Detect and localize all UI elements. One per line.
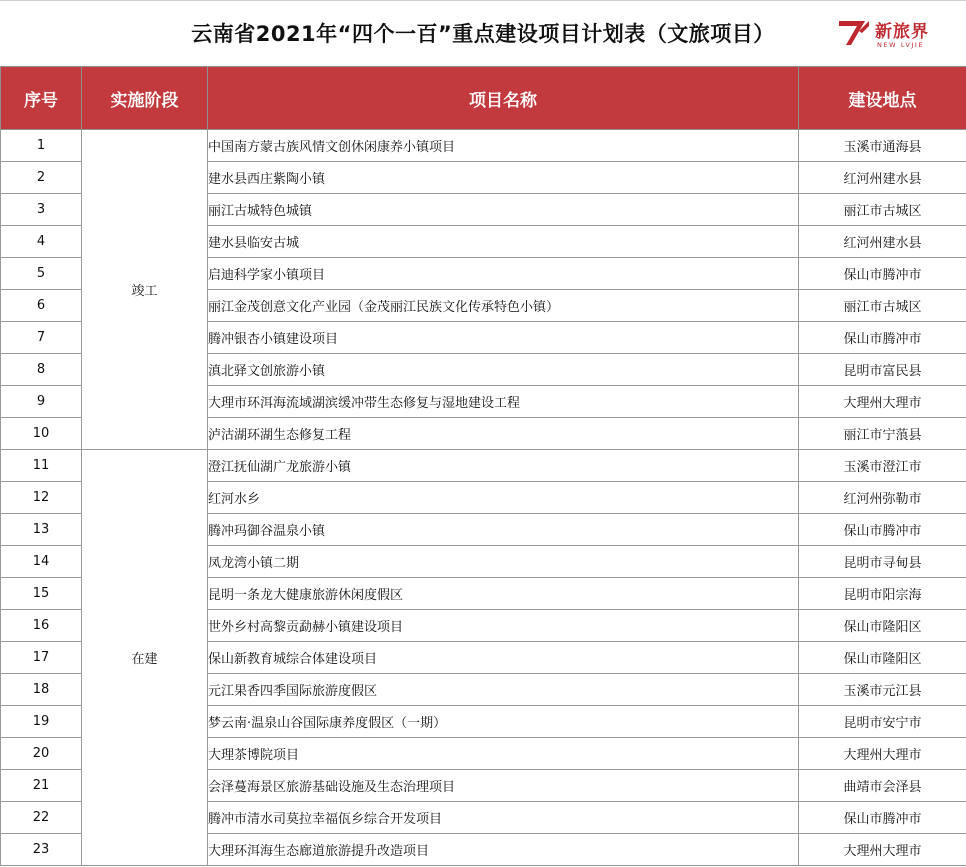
row-project-name: 滇北驿文创旅游小镇 [208, 354, 799, 386]
brand-name-cn: 新旅界 [875, 22, 929, 42]
row-project-name: 红河水乡 [208, 482, 799, 514]
row-project-name: 世外乡村高黎贡勐赫小镇建设项目 [208, 610, 799, 642]
row-seq: 19 [1, 706, 82, 738]
row-stage: 竣工 [82, 130, 208, 450]
row-seq: 7 [1, 322, 82, 354]
row-location: 大理州大理市 [799, 386, 966, 418]
row-location: 保山市腾冲市 [799, 258, 966, 290]
row-project-name: 建水县临安古城 [208, 226, 799, 258]
row-seq: 23 [1, 834, 82, 866]
table-body [1, 130, 966, 866]
row-seq: 8 [1, 354, 82, 386]
row-location: 玉溪市通海县 [799, 130, 966, 162]
row-seq: 10 [1, 418, 82, 450]
row-location: 保山市隆阳区 [799, 642, 966, 674]
page-title: 云南省2021年“四个一百”重点建设项目计划表（文旅项目） [191, 22, 775, 46]
row-project-name: 中国南方蒙古族风情文创休闲康养小镇项目 [208, 130, 799, 162]
row-seq: 6 [1, 290, 82, 322]
row-location: 丽江市古城区 [799, 290, 966, 322]
row-project-name: 腾冲市清水司莫拉幸福佤乡综合开发项目 [208, 802, 799, 834]
row-project-name: 丽江金茂创意文化产业园（金茂丽江民族文化传承特色小镇） [208, 290, 799, 322]
row-seq: 21 [1, 770, 82, 802]
table-row [1, 130, 966, 162]
row-project-name: 大理环洱海生态廊道旅游提升改造项目 [208, 834, 799, 866]
row-project-name: 保山新教育城综合体建设项目 [208, 642, 799, 674]
row-location: 昆明市安宁市 [799, 706, 966, 738]
row-location: 保山市腾冲市 [799, 322, 966, 354]
row-seq: 17 [1, 642, 82, 674]
row-location: 保山市腾冲市 [799, 802, 966, 834]
row-seq: 18 [1, 674, 82, 706]
row-seq: 1 [1, 130, 82, 162]
row-seq: 2 [1, 162, 82, 194]
brand-logo [837, 15, 957, 55]
row-seq: 20 [1, 738, 82, 770]
row-seq: 4 [1, 226, 82, 258]
row-seq: 14 [1, 546, 82, 578]
row-location: 昆明市富民县 [799, 354, 966, 386]
row-seq: 9 [1, 386, 82, 418]
project-table [0, 66, 966, 866]
row-seq: 13 [1, 514, 82, 546]
row-seq: 3 [1, 194, 82, 226]
row-project-name: 丽江古城特色城镇 [208, 194, 799, 226]
row-project-name: 会泽蔓海景区旅游基础设施及生态治理项目 [208, 770, 799, 802]
row-location: 玉溪市澄江市 [799, 450, 966, 482]
row-project-name: 昆明一条龙大健康旅游休闲度假区 [208, 578, 799, 610]
row-stage: 在建 [82, 450, 208, 866]
row-location: 丽江市古城区 [799, 194, 966, 226]
column-header-location: 建设地点 [799, 67, 966, 130]
column-header-project-name: 项目名称 [208, 67, 799, 130]
row-seq: 15 [1, 578, 82, 610]
row-project-name: 大理市环洱海流域湖滨缓冲带生态修复与湿地建设工程 [208, 386, 799, 418]
row-seq: 11 [1, 450, 82, 482]
table-header-row [1, 67, 966, 130]
row-seq: 22 [1, 802, 82, 834]
column-header-stage: 实施阶段 [82, 67, 208, 130]
row-location: 保山市隆阳区 [799, 610, 966, 642]
table-row [1, 450, 966, 482]
row-project-name: 启迪科学家小镇项目 [208, 258, 799, 290]
row-seq: 16 [1, 610, 82, 642]
row-location: 红河州建水县 [799, 226, 966, 258]
row-seq: 12 [1, 482, 82, 514]
row-location: 丽江市宁蒗县 [799, 418, 966, 450]
row-location: 昆明市寻甸县 [799, 546, 966, 578]
row-location: 保山市腾冲市 [799, 514, 966, 546]
row-location: 玉溪市元江县 [799, 674, 966, 706]
row-location: 大理州大理市 [799, 738, 966, 770]
title-bar [0, 0, 966, 66]
row-project-name: 大理茶博院项目 [208, 738, 799, 770]
row-location: 昆明市阳宗海 [799, 578, 966, 610]
row-location: 大理州大理市 [799, 834, 966, 866]
row-seq: 5 [1, 258, 82, 290]
row-project-name: 泸沽湖环湖生态修复工程 [208, 418, 799, 450]
row-project-name: 澄江抚仙湖广龙旅游小镇 [208, 450, 799, 482]
row-project-name: 腾冲玛御谷温泉小镇 [208, 514, 799, 546]
brand-name-en: NEW LVJIE [877, 41, 925, 49]
row-location: 红河州弥勒市 [799, 482, 966, 514]
row-location: 曲靖市会泽县 [799, 770, 966, 802]
row-project-name: 建水县西庄紫陶小镇 [208, 162, 799, 194]
row-project-name: 凤龙湾小镇二期 [208, 546, 799, 578]
brand-logo-icon [837, 17, 871, 47]
row-project-name: 梦云南·温泉山谷国际康养度假区（一期） [208, 706, 799, 738]
row-project-name: 腾冲银杏小镇建设项目 [208, 322, 799, 354]
column-header-seq: 序号 [1, 67, 82, 130]
row-location: 红河州建水县 [799, 162, 966, 194]
row-project-name: 元江果香四季国际旅游度假区 [208, 674, 799, 706]
